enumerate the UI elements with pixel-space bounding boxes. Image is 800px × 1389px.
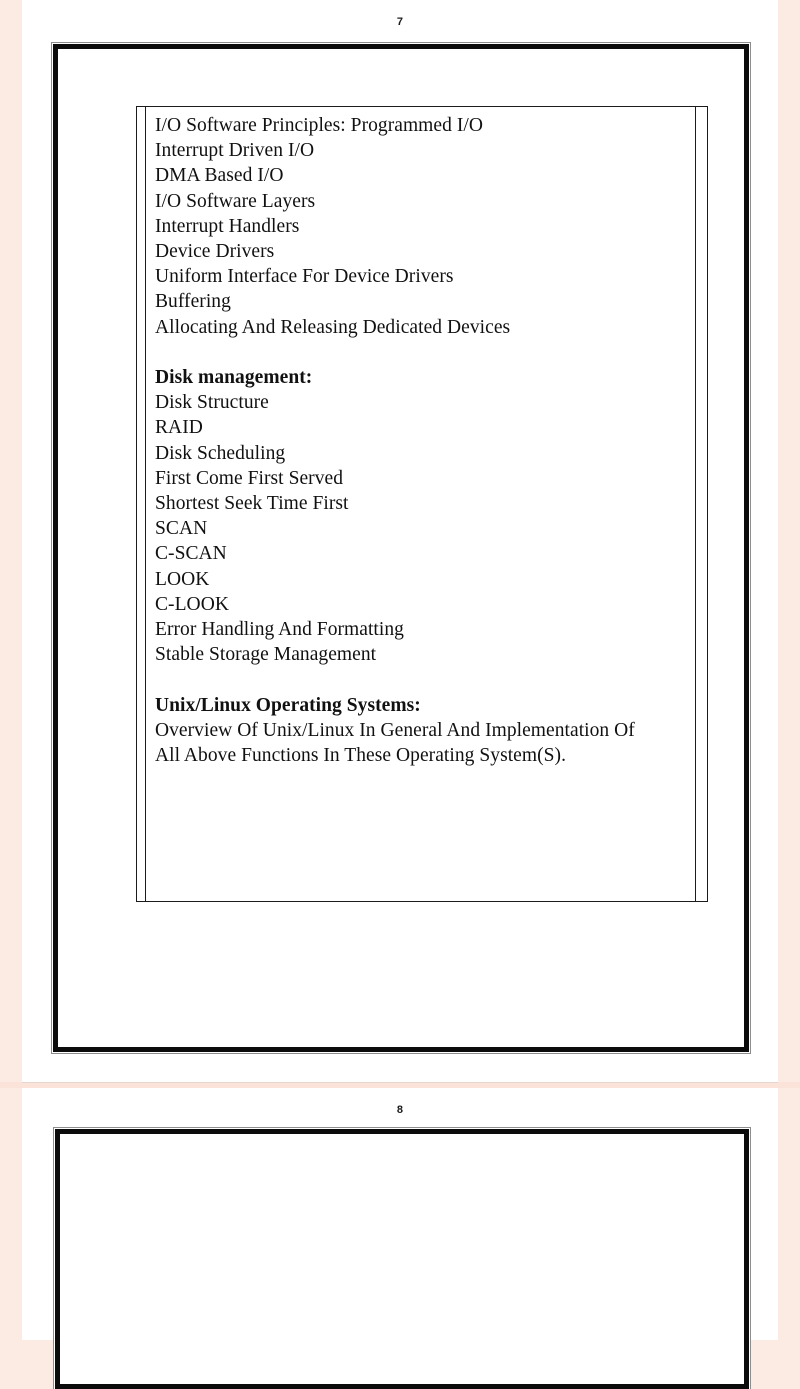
page-number-label: 8 — [396, 1104, 404, 1116]
document-line: Buffering — [155, 291, 231, 313]
page-number-label: 7 — [396, 16, 404, 28]
document-page-7 — [22, 0, 778, 1082]
document-line: All Above Functions In These Operating System(S). — [155, 745, 567, 767]
content-table — [136, 106, 708, 902]
document-line: C-LOOK — [155, 593, 229, 615]
document-line: Stable Storage Management — [155, 644, 377, 666]
page-border-frame — [55, 1129, 749, 1389]
table-body-cell — [146, 107, 695, 901]
document-line: Error Handling And Formatting — [155, 619, 404, 641]
document-line: C-SCAN — [155, 543, 227, 565]
document-line: Overview Of Unix/Linux In General And Implementation Of — [155, 719, 635, 741]
document-line: I/O Software Principles: Programmed I/O — [155, 115, 483, 136]
page-separator-rule — [22, 1082, 778, 1083]
document-line: Device Drivers — [155, 241, 275, 263]
blank-line — [155, 340, 689, 365]
document-line: Disk Structure — [155, 392, 269, 414]
document-line: SCAN — [155, 518, 208, 540]
document-line: First Come First Served — [155, 467, 344, 489]
document-line: Allocating And Releasing Dedicated Devices — [155, 316, 511, 338]
document-line: Uniform Interface For Device Drivers — [155, 266, 454, 288]
section-heading: Unix/Linux Operating Systems: — [155, 694, 421, 716]
page-border-frame — [53, 44, 749, 1052]
document-line: Interrupt Handlers — [155, 215, 300, 237]
section-heading: Disk management: — [155, 367, 313, 389]
document-line: LOOK — [155, 568, 210, 590]
document-page-8 — [22, 1088, 778, 1340]
table-gutter-right-cell — [695, 107, 707, 901]
document-line: Interrupt Driven I/O — [155, 140, 315, 162]
document-line: Disk Scheduling — [155, 442, 286, 464]
document-line: I/O Software Layers — [155, 190, 316, 212]
document-line: DMA Based I/O — [155, 165, 284, 187]
table-gutter-left-cell — [137, 107, 146, 901]
document-line: Shortest Seek Time First — [155, 493, 349, 515]
blank-line — [155, 667, 689, 692]
document-line: RAID — [155, 417, 203, 439]
